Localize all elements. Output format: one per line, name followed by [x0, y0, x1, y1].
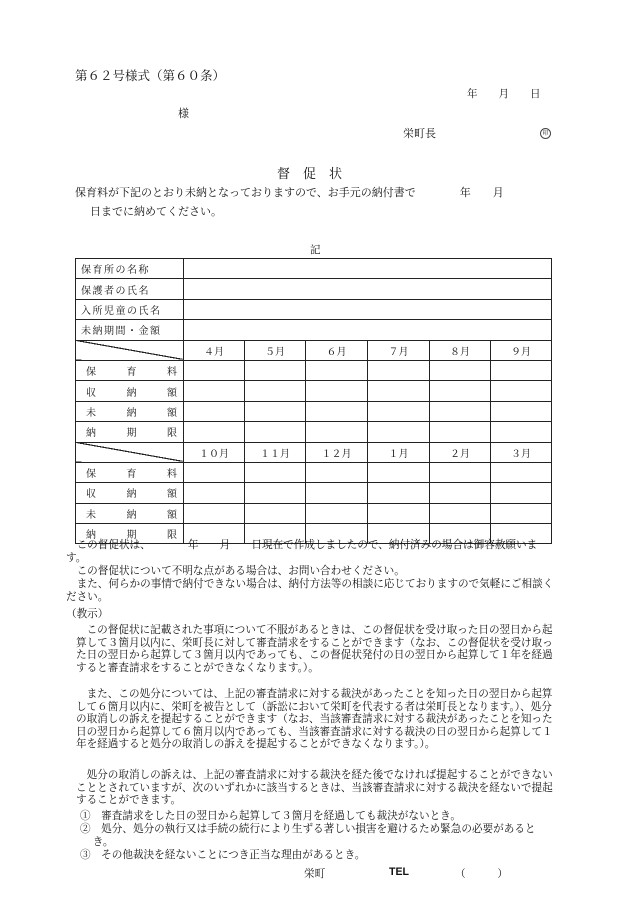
addressee-suffix: 様 — [178, 107, 189, 120]
table-cell — [245, 462, 306, 482]
value-guardian-name — [184, 279, 552, 299]
label-unpaid-period-amount: 未納期間・金額 — [76, 320, 184, 340]
table-cell — [430, 483, 491, 503]
table-cell — [184, 381, 245, 401]
table-cell — [368, 401, 430, 421]
arrears-table — [75, 258, 552, 544]
month-header: ４月 — [184, 340, 245, 360]
kyoji-item-2: ② 処分、処分の執行又は手続の続行により生ずる著しい損害を避けるため緊急の必要があるとき。 — [80, 823, 536, 848]
table-row — [76, 320, 552, 340]
row-label-due-date: 納期限 — [76, 422, 184, 442]
table-cell — [368, 381, 430, 401]
table-cell — [430, 422, 491, 442]
table-cell — [430, 462, 491, 482]
issuer-name: 栄町長 — [403, 127, 436, 140]
table-cell — [491, 422, 552, 442]
kyoji-paragraph-3: 処分の取消しの訴えは、上記の審査請求に対する裁決を経た後でなければ提起することができないこととされていますが、次のいずれかに該当するときは、当該審査請求に対する裁決を経ないで提起することができます。 — [76, 769, 553, 807]
table-cell — [184, 422, 245, 442]
table-cell — [430, 381, 491, 401]
table-row — [76, 279, 552, 299]
table-cell — [491, 462, 552, 482]
table-cell — [491, 401, 552, 421]
table-cell — [491, 360, 552, 380]
month-header: ９月 — [491, 340, 552, 360]
month-header: ６月 — [306, 340, 368, 360]
table-cell — [184, 360, 245, 380]
month-header: ２月 — [430, 442, 491, 462]
table-cell — [491, 503, 552, 523]
intro-line-2: 日までに納めてください。 — [90, 205, 222, 218]
seal-icon: 印 — [540, 128, 551, 139]
table-row — [76, 299, 552, 319]
table-row — [76, 259, 552, 279]
note-creation-date: この督促状は、 年 月 日現在で作成しましたので、納付済みの場合は御容赦願います。 — [66, 539, 538, 564]
ki-heading: 記 — [310, 244, 321, 256]
table-row — [76, 483, 552, 503]
table-cell — [184, 503, 245, 523]
footer-tel-label: TEL — [389, 866, 410, 878]
row-label-unpaid: 未納額 — [76, 401, 184, 421]
table-row — [76, 381, 552, 401]
table-cell — [184, 483, 245, 503]
month-header: １２月 — [306, 442, 368, 462]
table-cell — [491, 381, 552, 401]
month-header: ３月 — [491, 442, 552, 462]
table-cell — [306, 401, 368, 421]
table-cell — [430, 503, 491, 523]
month-header: １１月 — [245, 442, 306, 462]
month-header: １０月 — [184, 442, 245, 462]
month-header: ８月 — [430, 340, 491, 360]
value-child-name — [184, 299, 552, 319]
table-cell — [368, 483, 430, 503]
label-nursery-name: 保育所の名称 — [76, 259, 184, 279]
row-label-paid: 収納額 — [76, 381, 184, 401]
table-cell — [430, 360, 491, 380]
row-label-paid: 収納額 — [76, 483, 184, 503]
kyoji-paragraph-2: また、この処分については、上記の審査請求に対する裁決があったことを知った日の翌日から起算して６箇月以内に、栄町を被告として（訴訟において栄町を代表する者は栄町長となります。）、処分の取消しの訴えを提起することができます（なお、当該審査請求に対する裁決があったことを知った日の翌日から起算して６箇月以内であっても、当該審査請求に対する裁決の日の翌日から起算して１年を経過すると処分の取消しの訴えを提起することができなくなります。）。 — [76, 688, 553, 751]
table-row — [76, 503, 552, 523]
document-title: 督 促 状 — [277, 167, 343, 182]
table-cell — [368, 503, 430, 523]
row-label-due-date: 納期限 — [76, 524, 184, 544]
kyoji-heading: （教示） — [66, 608, 109, 620]
row-label-fee: 保育料 — [76, 462, 184, 482]
issue-date: 年 月 日 — [467, 88, 541, 100]
table-row — [76, 422, 552, 442]
label-child-name: 入所児童の氏名 — [76, 299, 184, 319]
table-cell — [306, 503, 368, 523]
table-cell — [245, 360, 306, 380]
row-label-fee: 保育料 — [76, 360, 184, 380]
table-cell — [430, 401, 491, 421]
kyoji-item-3: ③ その他裁決を経ないことにつき正当な理由があるとき。 — [80, 849, 366, 861]
table-row — [76, 442, 552, 462]
table-row — [76, 462, 552, 482]
label-guardian-name: 保護者の氏名 — [76, 279, 184, 299]
footer-tel-parens: （ ） — [455, 868, 508, 880]
table-row — [76, 401, 552, 421]
table-cell — [245, 483, 306, 503]
month-header: １月 — [368, 442, 430, 462]
seal-mark — [540, 125, 551, 139]
table-cell — [491, 483, 552, 503]
table-cell — [184, 401, 245, 421]
table-row — [76, 340, 552, 360]
row-label-unpaid: 未納額 — [76, 503, 184, 523]
table-row — [76, 360, 552, 380]
table-cell — [245, 503, 306, 523]
table-cell — [306, 381, 368, 401]
intro-line-1: 保育料が下記のとおり未納となっておりますので、お手元の納付書で 年 月 — [75, 186, 504, 199]
table-cell — [184, 462, 245, 482]
diagonal-header-cell — [76, 340, 184, 360]
value-nursery-name — [184, 259, 552, 279]
month-header: ７月 — [368, 340, 430, 360]
kyoji-item-1: ① 審査請求をした日の翌日から起算して３箇月を経過しても裁決がないとき。 — [80, 810, 461, 822]
form-number: 第６２号様式（第６０条） — [75, 68, 226, 83]
note-inquiries: この督促状について不明な点がある場合は、お問い合わせください。 — [76, 565, 405, 577]
table-cell — [306, 483, 368, 503]
diagonal-header-cell — [76, 442, 184, 462]
kyoji-paragraph-1: この督促状に記載された事項について不服があるときは、この督促状を受け取った日の翌日から起算して３箇月以内に、栄町長に対して審査請求をすることができます（なお、この督促状を受け取った日の翌日から起算して３箇月以内であっても、この督促状発付の日の翌日から起算して１年を経過すると審査請求をすることができなくなります。）。 — [76, 624, 553, 674]
table-cell — [306, 462, 368, 482]
table-cell — [245, 401, 306, 421]
value-unpaid-period-amount — [184, 320, 552, 340]
footer-town: 栄町 — [304, 868, 326, 880]
table-cell — [368, 462, 430, 482]
table-cell — [306, 422, 368, 442]
table-cell — [245, 422, 306, 442]
note-consultation: また、何らかの事情で納付できない場合は、納付方法等の相談に応じておりますので気軽にご相談ください。 — [66, 578, 554, 603]
table-cell — [368, 422, 430, 442]
table-cell — [368, 360, 430, 380]
table-cell — [306, 360, 368, 380]
month-header: ５月 — [245, 340, 306, 360]
table-cell — [245, 381, 306, 401]
